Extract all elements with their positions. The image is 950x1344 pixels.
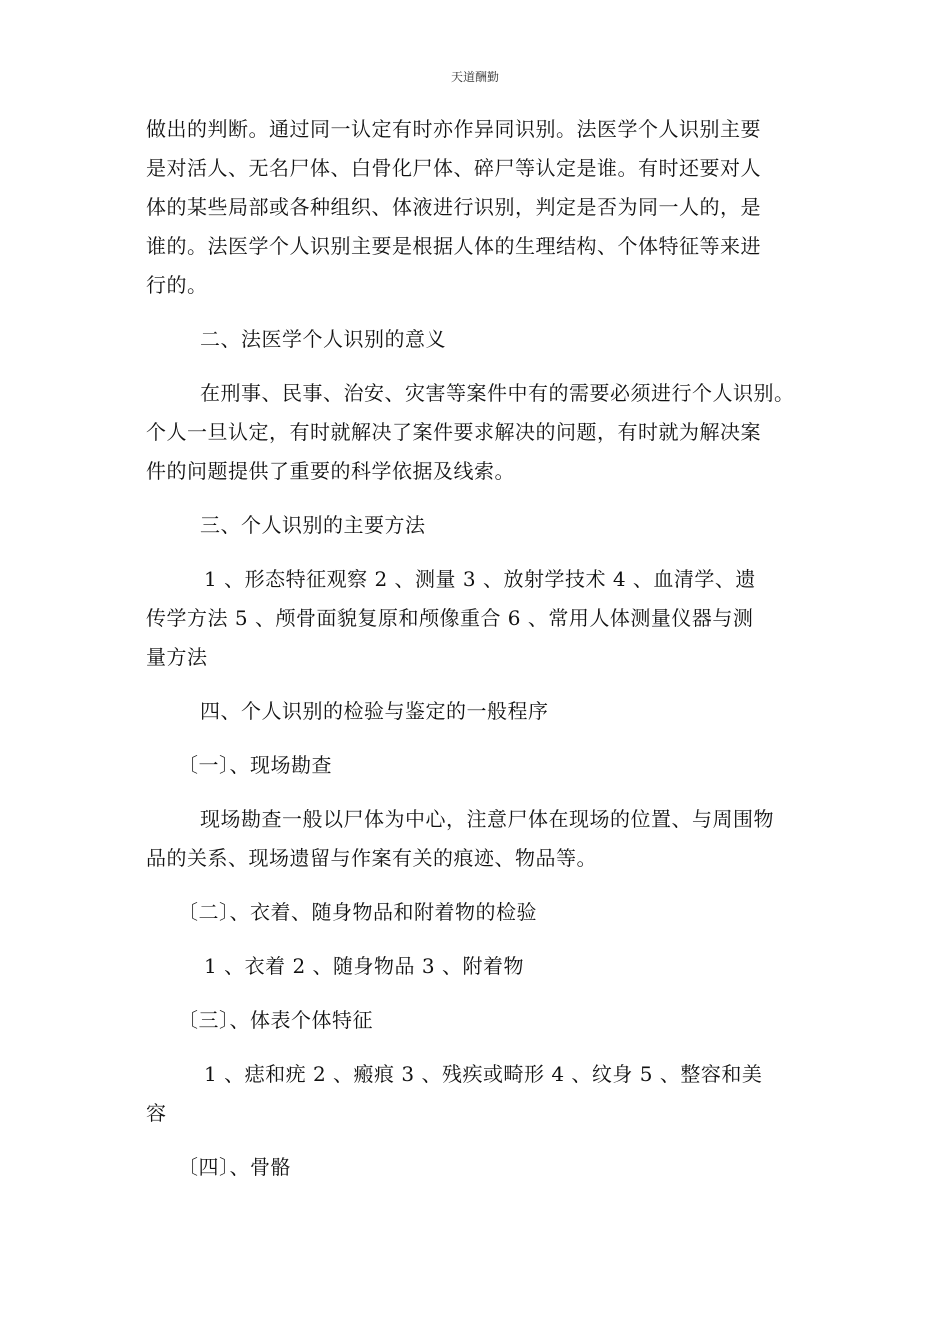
subsection-heading: 〔三〕、体表个体特征	[178, 1008, 373, 1032]
text-line: 行的。	[146, 273, 208, 297]
text-line: 在刑事、民事、治安、灾害等案件中有的需要必须进行个人识别。	[200, 381, 795, 405]
text-line: 品的关系、现场遗留与作案有关的痕迹、物品等。	[146, 846, 597, 870]
subsection-heading: 〔一〕、现场勘查	[178, 753, 332, 777]
text-line: 1 、痣和疣 2 、瘢痕 3 、残疾或畸形 4 、纹身 5 、整容和美	[204, 1062, 763, 1086]
text-line: 个人一旦认定，有时就解决了案件要求解决的问题，有时就为解决案	[146, 420, 761, 444]
text-line: 1 、形态特征观察 2 、测量 3 、放射学技术 4 、血清学、遗	[204, 567, 756, 591]
text-line: 是对活人、无名尸体、白骨化尸体、碎尸等认定是谁。有时还要对人	[146, 156, 761, 180]
text-line: 现场勘查一般以尸体为中心，注意尸体在现场的位置、与周围物	[200, 807, 774, 831]
text-line: 1 、衣着 2 、随身物品 3 、附着物	[204, 954, 524, 978]
page-header: 天道酬勤	[450, 70, 499, 84]
subsection-heading: 〔二〕、衣着、随身物品和附着物的检验	[178, 900, 537, 924]
text-line: 做出的判断。通过同一认定有时亦作异同识别。法医学个人识别主要	[146, 117, 761, 141]
section-heading: 三、个人识别的主要方法	[200, 513, 426, 537]
text-line: 传学方法 5 、颅骨面貌复原和颅像重合 6 、常用人体测量仪器与测	[146, 606, 754, 630]
text-line: 谁的。法医学个人识别主要是根据人体的生理结构、个体特征等来进	[146, 234, 761, 258]
section-heading: 四、个人识别的检验与鉴定的一般程序	[200, 699, 549, 723]
text-line: 容	[146, 1101, 167, 1125]
section-heading: 二、法医学个人识别的意义	[200, 327, 446, 351]
text-line: 件的问题提供了重要的科学依据及线索。	[146, 459, 515, 483]
text-line: 量方法	[146, 645, 208, 669]
text-line: 体的某些局部或各种组织、体液进行识别，判定是否为同一人的，是	[146, 195, 761, 219]
subsection-heading: 〔四〕、骨骼	[178, 1155, 291, 1179]
